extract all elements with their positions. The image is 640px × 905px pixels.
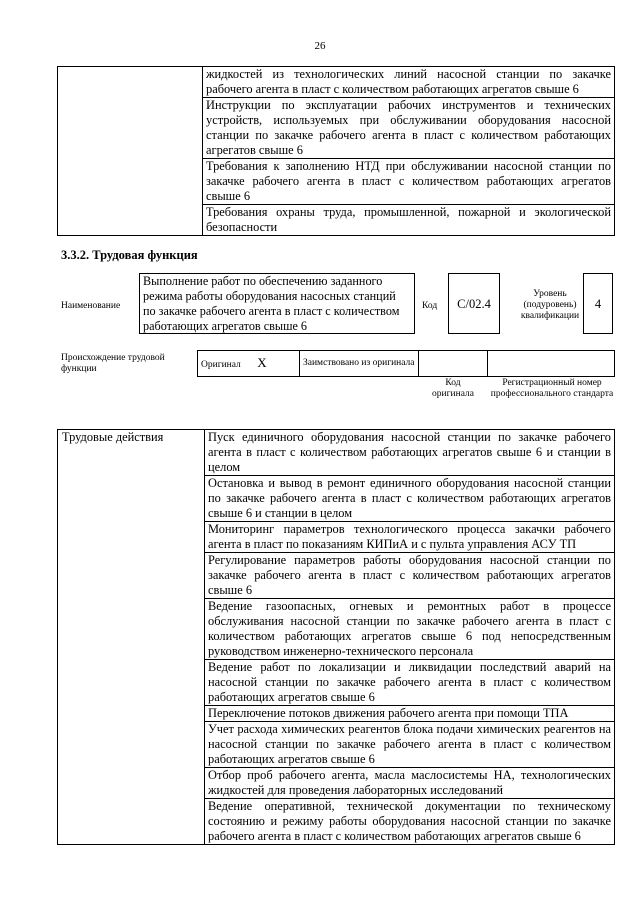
- code-original-cell: [419, 351, 488, 377]
- level-label-text: Уровень (подуровень) квалификации: [520, 289, 580, 321]
- labor-actions-table: [57, 429, 615, 845]
- code-original-label: [420, 378, 486, 400]
- borrowed-cell: Заимствовано из оригинала: [300, 351, 419, 377]
- page-number: 26: [314, 40, 326, 52]
- original-mark: X: [257, 354, 267, 370]
- labor-action-item: Отбор проб рабочего агента, масла маслосистемы НА, технологических жидкостей для проведения лабораторных исследований: [205, 768, 615, 799]
- table-cell: жидкостей из технологических линий насосной станции по закачке рабочего агента в пласт с количеством работающих агрегатов свыше 6: [203, 67, 615, 98]
- table-row: [198, 351, 615, 377]
- table-cell: Требования к заполнению НТД при обслуживании насосной станции по закачке рабочего агента в пласт с количеством работающих агрегатов свыше 6: [203, 159, 615, 205]
- reg-number-cell: [488, 351, 615, 377]
- table-label-cell: [58, 67, 203, 236]
- labor-action-item: Мониторинг параметров технологического процесса закачки рабочего агента в пласт по показаниям КИПиА и с пульта управления АСУ ТП: [205, 522, 615, 553]
- labor-action-item: Переключение потоков движения рабочего агента при помощи ТПА: [205, 706, 615, 722]
- level-box: 4: [583, 273, 613, 334]
- labor-actions-label: Трудовые действия: [58, 430, 205, 845]
- function-name-box: Выполнение работ по обеспечению заданного режима работы оборудования насосных станций по закачке рабочего агента в пласт с количеством работающих агрегатов свыше 6: [139, 273, 415, 334]
- reg-number-label: Регистрационный номер профессионального стандарта: [490, 378, 614, 399]
- name-label: Наименование: [61, 301, 121, 311]
- code-label: Код: [422, 301, 438, 311]
- original-cell: [198, 351, 300, 377]
- labor-action-item: Ведение оперативной, технической документации по техническому состоянию и режиму работы оборудования насосной станции по закачке рабочего агента в пласт с количеством работающих агрегатов свыше 6: [205, 799, 615, 845]
- origin-label: Происхождение трудовой функции: [61, 353, 165, 374]
- knowledge-table-continued: [57, 66, 615, 236]
- table-row: [58, 67, 615, 98]
- table-row: [58, 430, 615, 476]
- section-title: 3.3.2. Трудовая функция: [61, 248, 198, 262]
- table-cell: Инструкции по эксплуатации рабочих инструментов и технических устройств, используемых при обслуживании оборудования насосной станции по закачке рабочего агента в пласт с количеством работающих агрегатов свыше 6: [203, 98, 615, 159]
- original-label: Оригинал: [201, 359, 241, 370]
- origin-table: [197, 350, 615, 377]
- labor-action-item: Ведение работ по локализации и ликвидации последствий аварий на насосной станции по закачке рабочего агента в пласт с количеством работающих агрегатов свыше 6: [205, 660, 615, 706]
- labor-action-item: Пуск единичного оборудования насосной станции по закачке рабочего агента в пласт с количеством работающих агрегатов свыше 6 и станции в целом: [205, 430, 615, 476]
- labor-action-item: Ведение газоопасных, огневых и ремонтных работ в процессе обслуживания насосной станции по закачке рабочего агента в пласт с количеством работающих агрегатов свыше 6 под непосредственным руководством инженерно-технического персонала: [205, 599, 615, 660]
- labor-action-item: Учет расхода химических реагентов блока подачи химических реагентов на насосной станции по закачке рабочего агента в пласт с количеством работающих агрегатов свыше 6: [205, 722, 615, 768]
- labor-action-item: Регулирование параметров работы оборудования насосной станции по закачке рабочего агента в пласт с количеством работающих агрегатов свыше 6: [205, 553, 615, 599]
- table-cell: Требования охраны труда, промышленной, пожарной и экологической безопасности: [203, 205, 615, 236]
- code-original-text: Код оригинала: [432, 378, 474, 399]
- function-code-box: C/02.4: [448, 273, 500, 334]
- labor-action-item: Остановка и вывод в ремонт единичного оборудования насосной станции по закачке рабочего агента в пласт с количеством работающих агрегатов свыше 6 и станции в целом: [205, 476, 615, 522]
- level-label: [505, 289, 595, 322]
